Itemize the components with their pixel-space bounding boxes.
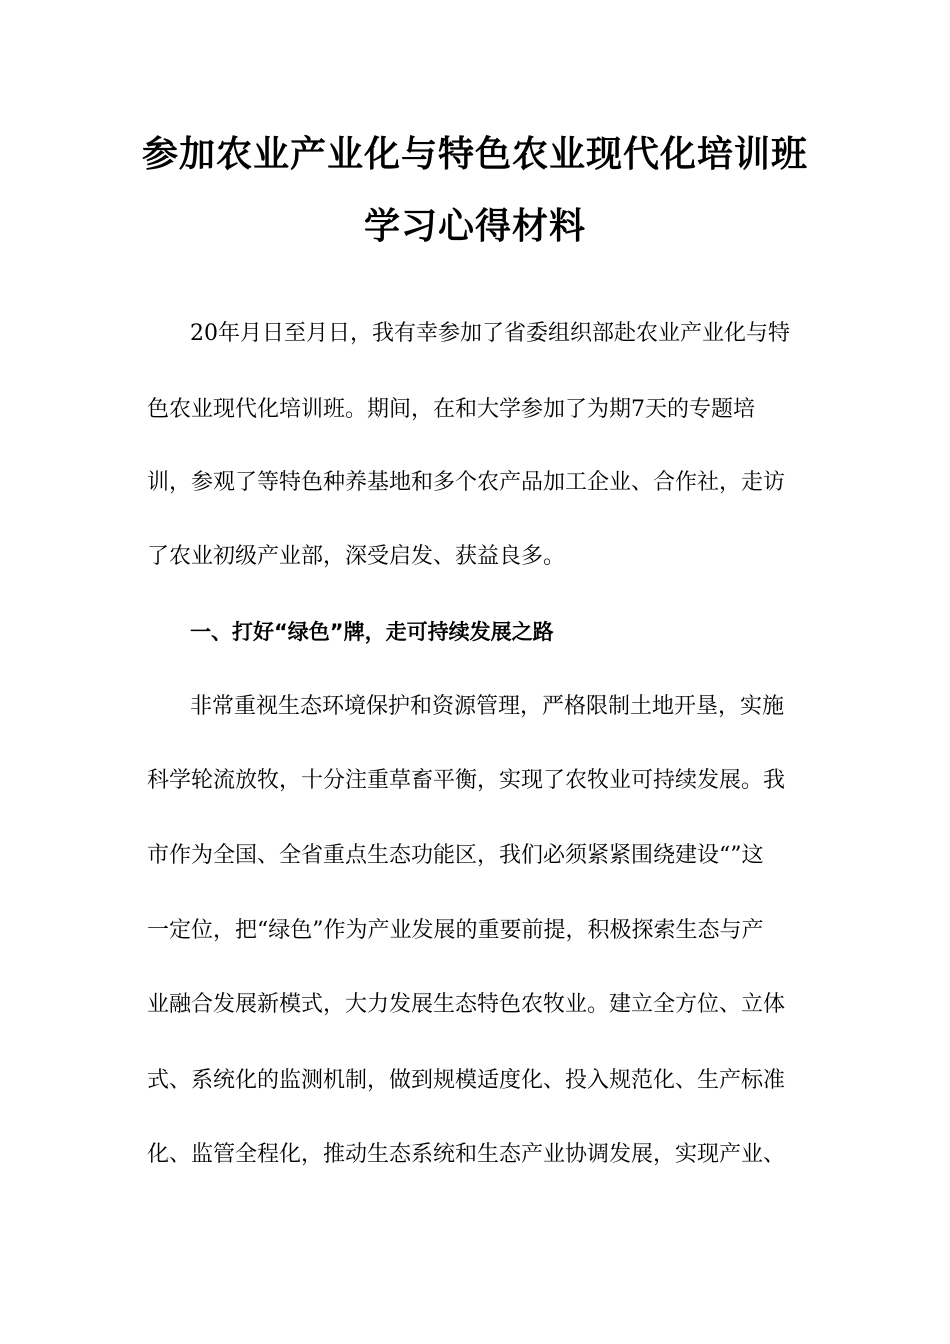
- section-heading-1: 一、打好“绿色”牌，走可持续发展之路: [190, 620, 554, 644]
- paragraph-2-line-4: 一定位，把“绿色”作为产业发展的重要前提，积极探索生态与产: [147, 918, 764, 943]
- paragraph-2-line-3: 市作为全国、全省重点生态功能区，我们必须紧紧围绕建设“”这: [147, 843, 764, 868]
- paragraph-1-line-1: 20年月日至月日，我有幸参加了省委组织部赴农业产业化与特: [190, 321, 790, 346]
- paragraph-1-line-2: 色农业现代化培训班。期间，在和大学参加了为期7天的专题培: [147, 397, 755, 422]
- paragraph-2-line-5: 业融合发展新模式，大力发展生态特色农牧业。建立全方位、立体: [147, 992, 786, 1017]
- document-title-line-2: 学习心得材料: [363, 206, 586, 247]
- paragraph-2-line-2: 科学轮流放牧，十分注重草畜平衡，实现了农牧业可持续发展。我: [147, 768, 786, 793]
- document-title-line-1: 参加农业产业化与特色农业现代化培训班: [141, 134, 808, 175]
- paragraph-2-line-7: 化、监管全程化，推动生态系统和生态产业协调发展，实现产业、: [147, 1142, 786, 1167]
- paragraph-1-line-3: 训，参观了等特色种养基地和多个农产品加工企业、合作社，走访: [147, 470, 786, 495]
- paragraph-1-line-4: 了农业初级产业部，深受启发、获益良多。: [147, 544, 566, 569]
- paragraph-2-line-1: 非常重视生态环境保护和资源管理，严格限制土地开垦，实施: [190, 694, 785, 719]
- paragraph-2-line-6: 式、系统化的监测机制，做到规模适度化、投入规范化、生产标准: [147, 1068, 786, 1093]
